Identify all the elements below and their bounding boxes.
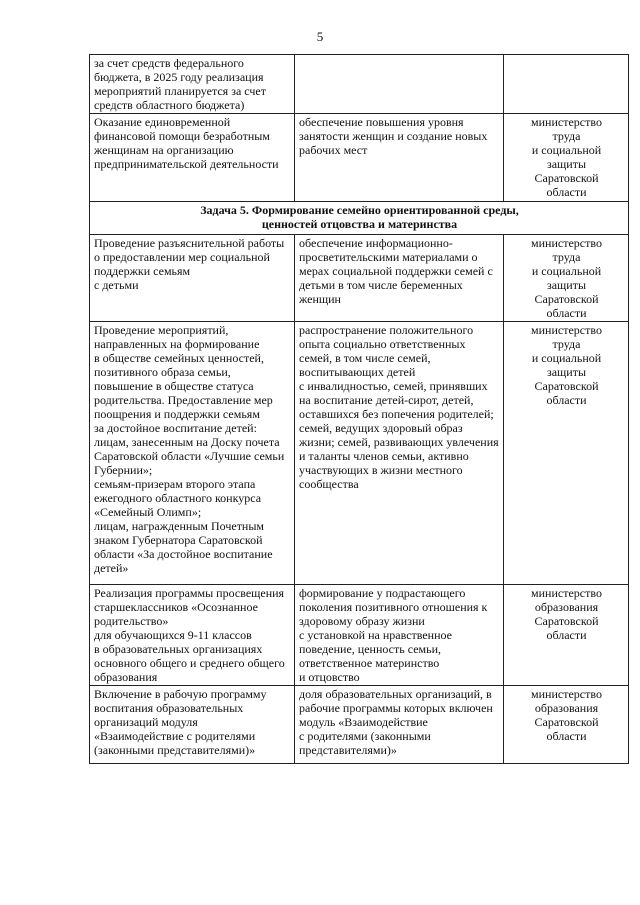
responsible-cell bbox=[504, 55, 629, 114]
table-row bbox=[90, 585, 629, 686]
page-number: 5 bbox=[316, 29, 324, 44]
measure-cell: Включение в рабочую программу воспитания образовательных организаций модуля «Взаимодействие с родителями (законными представителями)» bbox=[90, 686, 295, 764]
responsible-cell: министерство труда и социальной защиты Саратовской области bbox=[504, 322, 629, 585]
measures-table bbox=[89, 54, 629, 764]
measure-cell: Реализация программы просвещения старшеклассников «Осознанное родительство» для обучающихся 9-11 классов в образовательных организациях основного общего и среднего общего образования bbox=[90, 585, 295, 686]
measure-cell: Проведение мероприятий, направленных на формирование в обществе семейных ценностей, позитивного образа семьи, повышение в обществе статуса родительства. Предоставление мер поощрения и поддержки семьям за достойное воспитание детей: лицам, занесенным на Доску почета Саратовской области «Лучшие семьи Губернии»; семьям-призерам второго этапа ежегодного областного конкурса «Семейный Олимп»; лицам, награжденным Почетным знаком Губернатора Саратовской области «За достойное воспитание детей» bbox=[90, 322, 295, 585]
measure-cell: за счет средств федерального бюджета, в 2025 году реализация мероприятий планируется за счет средств областного бюджета) bbox=[90, 55, 295, 114]
measure-cell: Оказание единовременной финансовой помощи безработным женщинам на организацию предпринимательской деятельности bbox=[90, 114, 295, 202]
responsible-cell: министерство труда и социальной защиты Саратовской области bbox=[504, 114, 629, 202]
table-row bbox=[90, 686, 629, 764]
result-cell bbox=[295, 55, 504, 114]
responsible-cell: министерство образования Саратовской области bbox=[504, 686, 629, 764]
result-cell: формирование у подрастающего поколения позитивного отношения к здоровому образу жизни с установкой на нравственное поведение, ценность семьи, ответственное материнство и отцовство bbox=[295, 585, 504, 686]
table-row bbox=[90, 114, 629, 202]
result-cell: распространение положительного опыта социально ответственных семей, в том числе семей, воспитывающих детей с инвалидностью, семей, принявших на воспитание детей-сирот, детей, оставшихся без попечения родителей; семей, ведущих здоровый образ жизни; семей, развивающих увлечения и таланты членов семьи, активно участвующих в жизни местного сообщества bbox=[295, 322, 504, 585]
table-row bbox=[90, 55, 629, 114]
result-cell: обеспечение повышения уровня занятости женщин и создание новых рабочих мест bbox=[295, 114, 504, 202]
task-heading-row bbox=[90, 202, 629, 235]
result-cell: доля образовательных организаций, в рабочие программы которых включен модуль «Взаимодействие с родителями (законными представителями)» bbox=[295, 686, 504, 764]
table-row bbox=[90, 322, 629, 585]
result-cell: обеспечение информационно-просветительскими материалами о мерах социальной поддержки семей с детьми в том числе беременных женщин bbox=[295, 235, 504, 322]
table-row bbox=[90, 235, 629, 322]
responsible-cell: министерство образования Саратовской области bbox=[504, 585, 629, 686]
measure-cell: Проведение разъяснительной работы о предоставлении мер социальной поддержки семьям с детьми bbox=[90, 235, 295, 322]
task5-heading: Задача 5. Формирование семейно ориентированной среды, ценностей отцовства и материнства bbox=[90, 202, 629, 235]
responsible-cell: министерство труда и социальной защиты Саратовской области bbox=[504, 235, 629, 322]
